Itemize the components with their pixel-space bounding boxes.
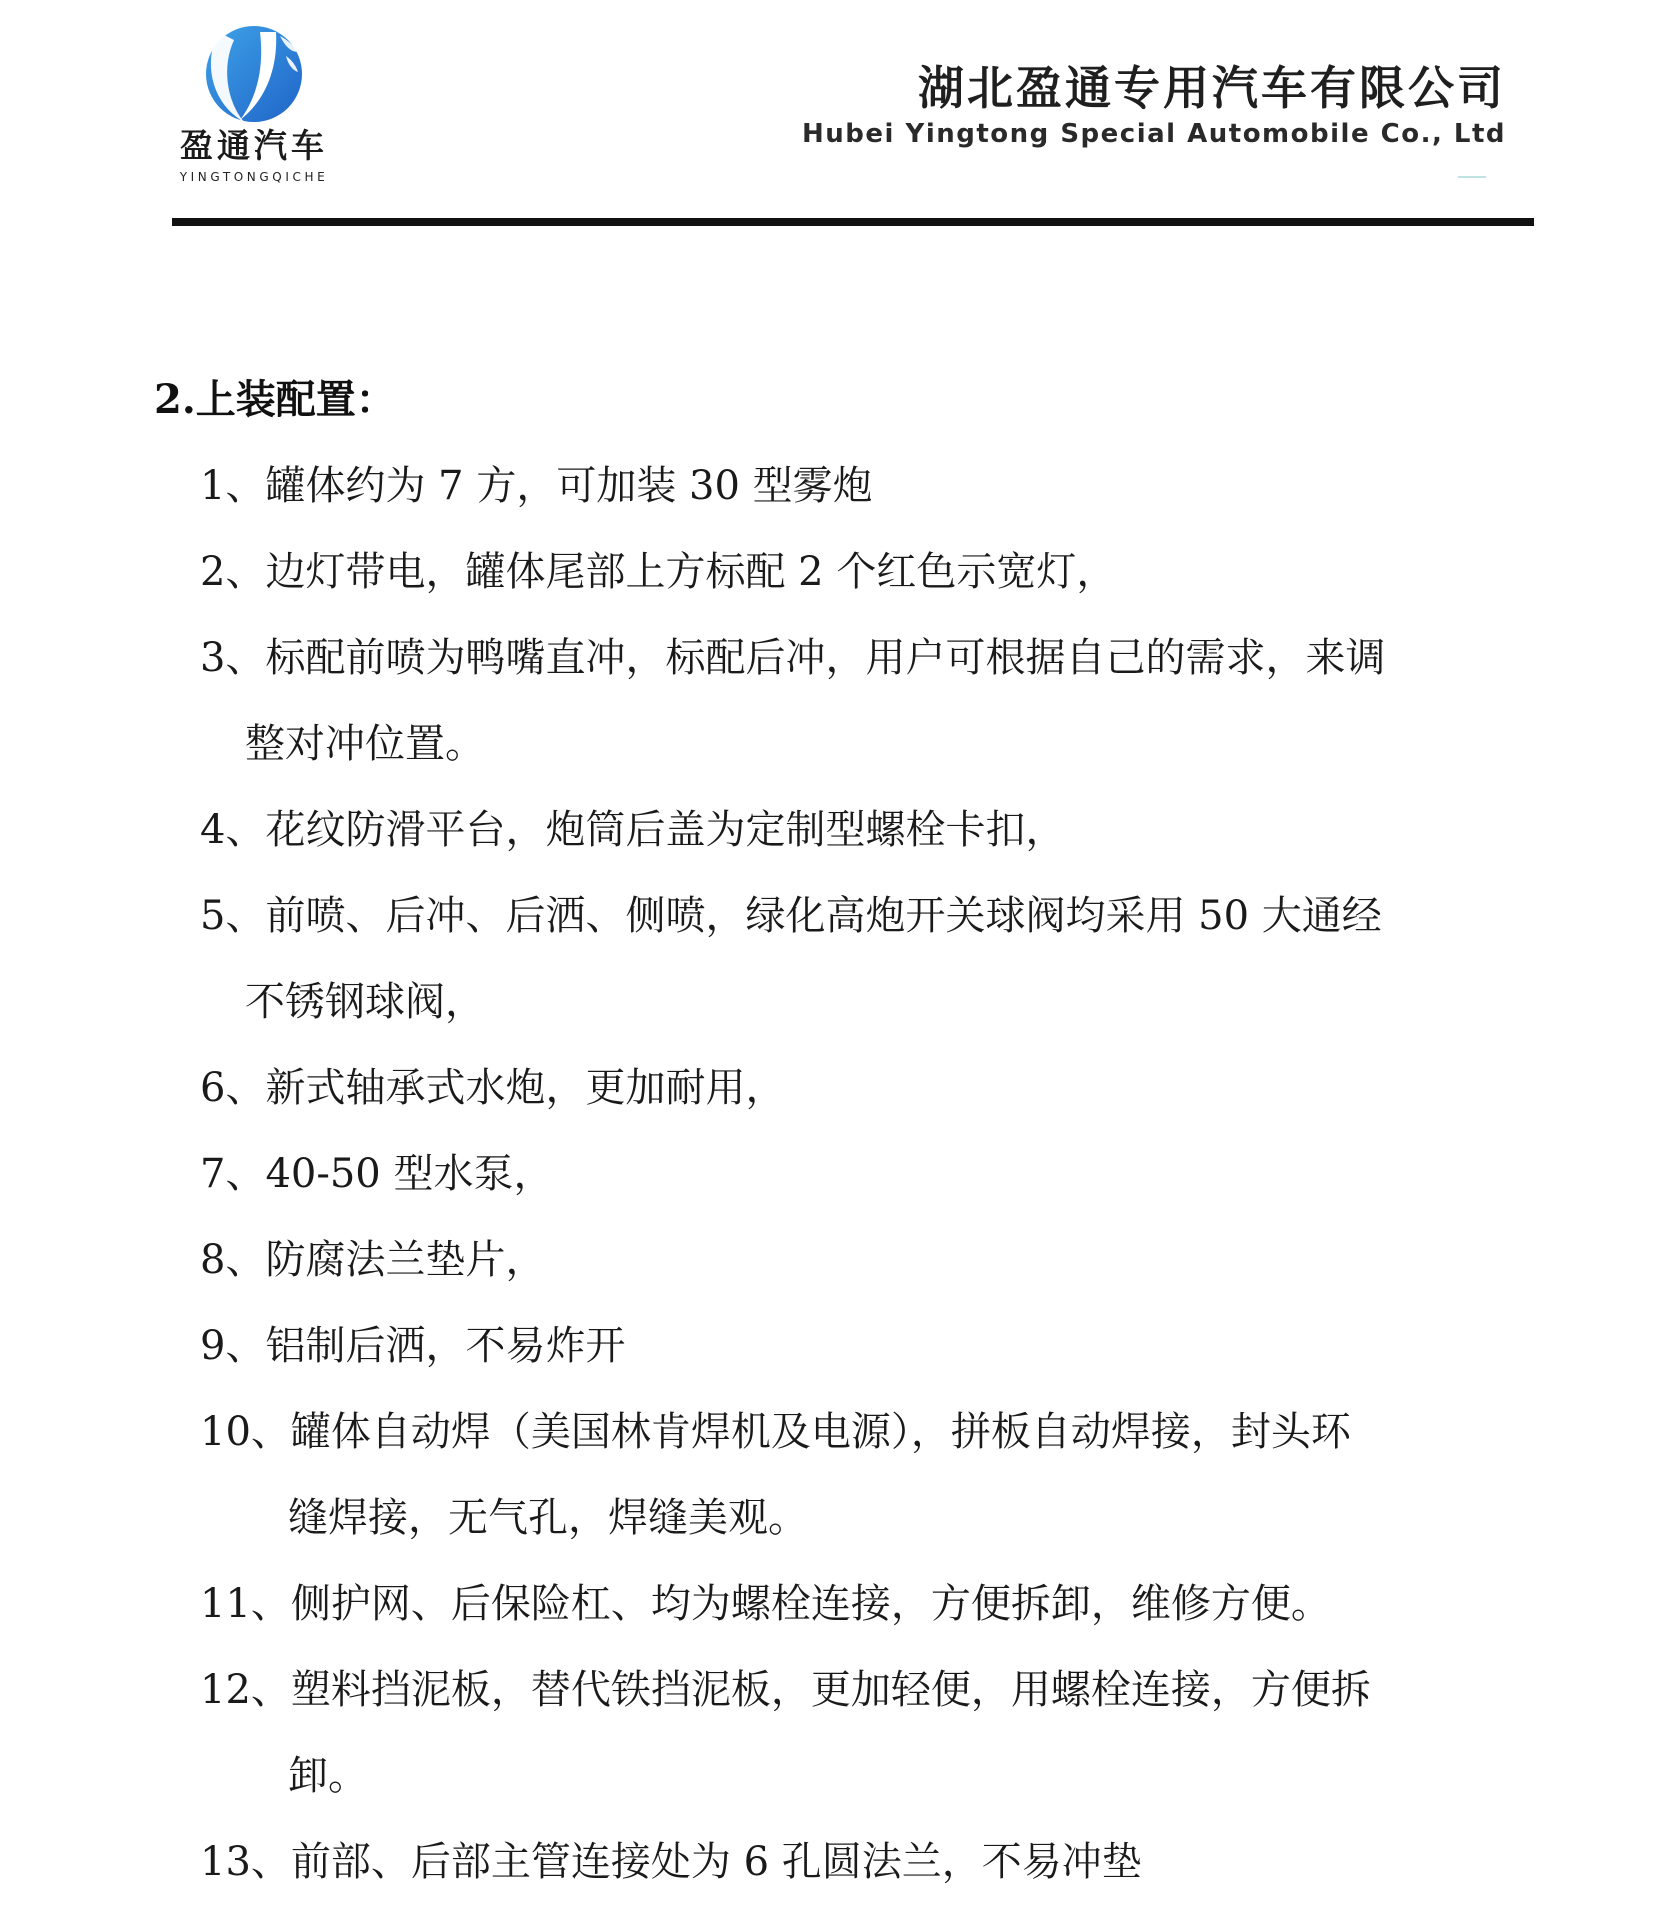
logo-chinese-name: 盈通汽车 [180, 126, 328, 165]
list-item [200, 630, 1385, 772]
list-item-continuation: 缝焊接，无气孔，焊缝美观。 [288, 1495, 808, 1541]
list-item-text: 11、侧护网、后保险杠、均为螺栓连接，方便拆卸，维修方便。 [200, 1581, 1331, 1627]
list-item-text: 9、铝制后洒，不易炸开 [200, 1323, 626, 1369]
list-item-continuation: 整对冲位置。 [245, 721, 485, 767]
header-divider [172, 218, 1534, 226]
logo-pinyin-name: YINGTONGQICHE [179, 170, 329, 184]
list-item [200, 1576, 1331, 1632]
list-item [200, 1232, 545, 1288]
list-item-text: 3、标配前喷为鸭嘴直冲，标配后冲，用户可根据自己的需求，来调 [200, 635, 1386, 681]
list-item-text: 8、防腐法兰垫片， [200, 1237, 546, 1283]
list-item [200, 1404, 1351, 1546]
list-item-text: 10、罐体自动焊（美国林肯焊机及电源），拼板自动焊接，封头环 [200, 1409, 1351, 1455]
list-item-text: 2、边灯带电，罐体尾部上方标配 2 个红色示宽灯， [200, 549, 1117, 595]
list-item-text: 5、前喷、后冲、后洒、侧喷，绿化高炮开关球阀均采用 50 大通经 [200, 893, 1382, 939]
list-item [200, 802, 1065, 858]
list-item [200, 888, 1382, 1030]
list-item [200, 458, 873, 514]
list-item-text: 12、塑料挡泥板，替代铁挡泥板，更加轻便，用螺栓连接，方便拆 [200, 1667, 1371, 1713]
list-item [200, 1060, 785, 1116]
list-item-text: 1、罐体约为 7 方，可加装 30 型雾炮 [200, 463, 873, 509]
company-name-english: Hubei Yingtong Special Automobile Co., Ltd [802, 119, 1506, 149]
company-name-chinese: 湖北盈通专用汽车有限公司 [918, 61, 1506, 115]
list-item [200, 1146, 553, 1202]
list-item-text: 4、花纹防滑平台，炮筒后盖为定制型螺栓卡扣， [200, 807, 1066, 853]
decorative-mark [1458, 176, 1486, 178]
logo-emblem-icon [196, 22, 312, 126]
company-logo [158, 22, 350, 182]
list-item [200, 1662, 1371, 1804]
page-header [0, 0, 1654, 230]
list-item [200, 544, 1116, 600]
list-item-continuation: 不锈钢球阀， [245, 979, 485, 1025]
list-item-text: 6、新式轴承式水炮，更加耐用， [200, 1065, 786, 1111]
list-item-text: 13、前部、后部主管连接处为 6 孔圆法兰，不易冲垫 [200, 1839, 1142, 1885]
list-item-continuation: 卸。 [288, 1753, 368, 1799]
section-title: 2.上装配置： [154, 376, 396, 423]
list-item [200, 1318, 625, 1374]
list-item-text: 7、40-50 型水泵， [200, 1151, 554, 1197]
list-item [200, 1834, 1142, 1890]
